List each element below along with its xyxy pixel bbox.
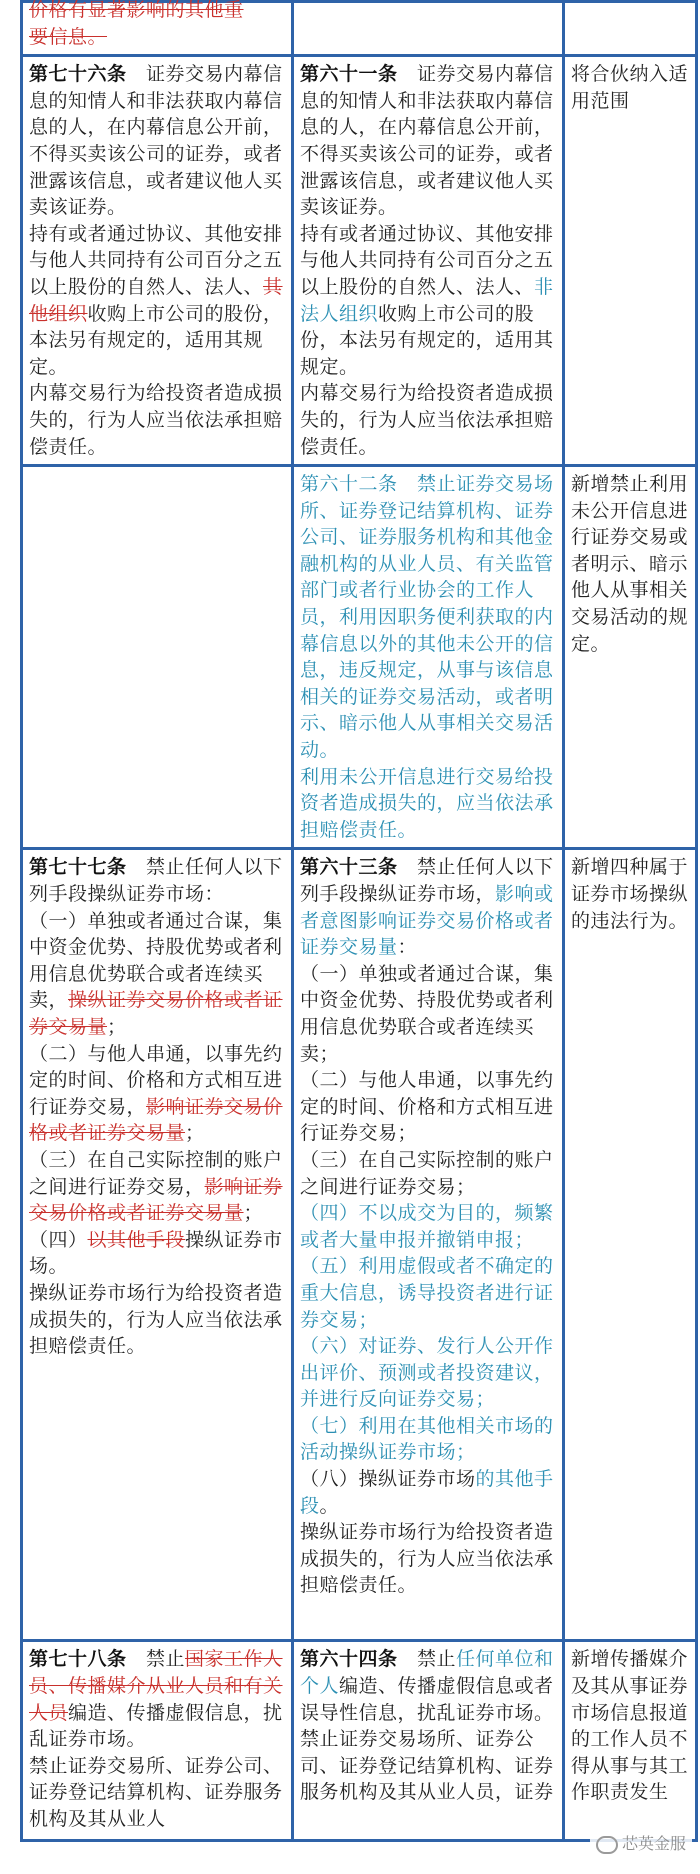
deleted-text: 要信息。 xyxy=(29,25,108,48)
added-text: （七）利用在其他相关市场的活动操纵证券市场； xyxy=(300,1414,554,1464)
added-text: 利用未公开信息进行交易给投资者造成损失的，应当依法承担赔偿责任。 xyxy=(300,765,554,841)
law-text: 持有或者通过协议、其他安排与他人共同持有公司百分之五以上股份的自然人、法人、 xyxy=(300,222,554,298)
law-text: 操纵证券市场行为给投资者造成损失的，行为人应当依法承担赔偿责任。 xyxy=(300,1521,554,1597)
added-text: 的其他手段 xyxy=(300,1468,554,1517)
article-number: 第六十一条 xyxy=(300,63,398,86)
old-law-cell xyxy=(22,56,293,466)
deleted-text: 国家工作人员、传播媒介从业人员和有关人员 xyxy=(29,1648,283,1724)
law-text: 操纵证券市场。 xyxy=(29,1228,283,1278)
added-text: （五）利用虚假或者不确定的重大信息，诱导投资者进行证券交易； xyxy=(300,1255,554,1331)
deleted-text: 以其他手段 xyxy=(87,1228,186,1251)
law-text: 持有或者通过协议、其他安排与他人共同持有公司百分之五以上股份的自然人、法人、 xyxy=(29,222,283,298)
law-text: 编造、传播虚假信息，扰乱证券市场。 xyxy=(29,1701,283,1751)
law-text: 收购上市公司的股份，本法另有规定的，适用其规定。 xyxy=(29,302,283,378)
law-text: 禁止 xyxy=(126,1648,186,1671)
law-text: 禁止 xyxy=(397,1648,457,1671)
law-text: （八）操纵证券市场 xyxy=(300,1468,476,1491)
law-text: ； xyxy=(243,1202,264,1225)
deleted-text: 操纵证券交易价格或者证券交易量 xyxy=(29,989,283,1038)
law-text: 禁止任何人以下列手段操纵证券市场： xyxy=(29,856,283,905)
law-text: ； xyxy=(185,1122,205,1145)
law-text: 收购上市公司的股份，本法另有规定的，适用其规定。 xyxy=(300,302,554,378)
watermark-text: 芯英金服 xyxy=(621,1834,686,1853)
law-text: 证券交易内幕信息的知情人和非法获取内幕信息的人，在内幕信息公开前，不得买卖该公司的证券，或者泄露该信息，或者建议他人买卖该证券。 xyxy=(29,63,283,219)
note-cell: 新增传播媒介及其从事证券市场信息报道的工作人员不得从事与其工作职责发生 xyxy=(564,1641,697,1841)
law-text: 内幕交易行为给投资者造成损失的，行为人应当依法承担赔偿责任。 xyxy=(29,382,283,458)
added-text: （四）不以成交为目的，频繁或者大量申报并撤销申报； xyxy=(300,1202,554,1251)
law-text: ； xyxy=(107,1015,127,1038)
added-text: 任何单位和个人 xyxy=(300,1648,554,1697)
note-cell: 将合伙纳入适用范围 xyxy=(564,56,697,466)
law-text: （三）在自己实际控制的账户之间进行证券交易， xyxy=(29,1148,283,1198)
added-text: （六）对证券、发行人公开作出评价、预测或者投资建议，并进行反向证券交易； xyxy=(300,1335,554,1411)
watermark-logo xyxy=(590,1829,692,1856)
table-row xyxy=(22,56,697,466)
new-law-cell xyxy=(293,56,564,466)
law-text: （四） xyxy=(29,1228,88,1251)
note-cell: 新增禁止利用未公开信息进行证券交易或者明示、暗示他人从事相关交易活动的规定。 xyxy=(564,466,697,849)
law-text: 内幕交易行为给投资者造成损失的，行为人应当依法承担赔偿责任。 xyxy=(300,382,554,458)
old-law-text xyxy=(29,0,285,50)
law-text: （一）单独或者通过合谋，集中资金优势、持股优势或者利用信息优势联合或者连续买卖， xyxy=(29,909,283,1012)
table-row xyxy=(22,2,697,56)
table-row xyxy=(22,849,697,1641)
law-text: （二）与他人串通，以事先约定的时间、价格和方式相互进行证券交易， xyxy=(29,1042,283,1118)
law-text: 证券交易内幕信息的知情人和非法获取内幕信息的人，在内幕信息公开前，不得买卖该公司的证券，或者泄露该信息，或者建议他人买卖该证券。 xyxy=(300,63,554,219)
law-comparison-table xyxy=(20,0,698,1842)
new-law-cell xyxy=(293,2,564,56)
article-number: 第六十四条 xyxy=(300,1648,398,1671)
article-number: 第七十八条 xyxy=(29,1648,127,1671)
added-text: 第六十二条 禁止证券交易场所、证券登记结算机构、证券公司、证券服务机构和其他金融机构的从业人员、有关监管部门或者行业协会的工作人员，利用因职务便利获取的内幕信息以外的其他未公开的信息，违反规定，从事与该信息相关的证券交易活动，或者明示、暗示他人从事相关交易活动。 xyxy=(300,473,554,762)
deleted-text: 价格有显著影响的其他重 xyxy=(29,0,244,21)
article-number: 第六十三条 xyxy=(300,856,398,879)
deleted-text: 影响证券交易价格或者证券交易量 xyxy=(29,1175,283,1225)
law-text: 禁止证券交易场所、证券公司、证券登记结算机构、证券服务机构及其从业人员，证券 xyxy=(300,1728,554,1804)
old-law-cell xyxy=(22,1641,293,1841)
added-text: 影响或者意图影响证券交易价格或者证券交易量 xyxy=(300,883,554,959)
note-cell xyxy=(564,2,697,56)
added-text: 非法人组织 xyxy=(300,275,554,325)
law-text: （一）单独或者通过合谋，集中资金优势、持股优势或者利用信息优势联合或者连续买卖； xyxy=(300,962,554,1065)
old-law-cell xyxy=(22,849,293,1641)
law-text: 禁止证券交易所、证券公司、证券登记结算机构、证券服务机构及其从业人 xyxy=(29,1754,283,1830)
law-text: 编造、传播虚假信息或者误导性信息，扰乱证券市场。 xyxy=(300,1675,554,1724)
law-text: （三）在自己实际控制的账户之间进行证券交易； xyxy=(300,1148,554,1198)
deleted-text: 其他组织 xyxy=(29,275,283,325)
table-row xyxy=(22,1641,697,1841)
article-number: 第七十七条 xyxy=(29,856,127,879)
comparison-table-frame xyxy=(20,0,696,1874)
new-law-cell xyxy=(293,1641,564,1841)
note-cell: 新增四种属于证券市场操纵的违法行为。 xyxy=(564,849,697,1641)
law-text: （二）与他人串通，以事先约定的时间、价格和方式相互进行证券交易； xyxy=(300,1069,554,1145)
new-law-cell xyxy=(293,466,564,849)
law-text: 操纵证券市场行为给投资者造成损失的，行为人应当依法承担赔偿责任。 xyxy=(29,1281,283,1358)
wechat-icon xyxy=(596,1836,618,1854)
law-text: 禁止任何人以下列手段操纵证券市场， xyxy=(300,856,554,905)
article-number: 第七十六条 xyxy=(29,63,127,86)
law-text: ： xyxy=(397,936,418,959)
old-law-cell xyxy=(22,466,293,849)
law-text: 。 xyxy=(319,1494,340,1517)
old-law-cell xyxy=(22,2,293,56)
new-law-cell xyxy=(293,849,564,1641)
deleted-text: 影响证券交易价格或者证券交易量 xyxy=(29,1095,283,1145)
table-row xyxy=(22,466,697,849)
